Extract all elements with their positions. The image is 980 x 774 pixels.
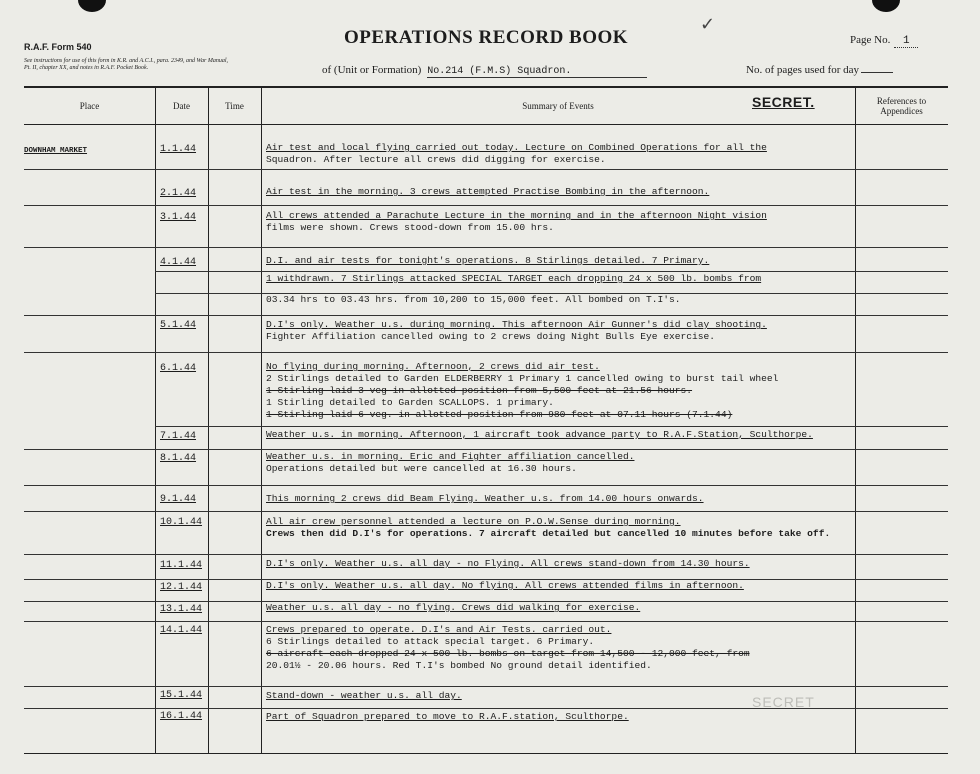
- date-entry: 10.1.44: [160, 517, 203, 528]
- event-line: 1 Stirling laid 6 veg. in allotted position from 980 feet at 07.11 hours (7.1.44): [266, 409, 733, 420]
- page-number: Page No. 1: [850, 34, 918, 48]
- column-header-time: Time: [225, 101, 244, 111]
- date-entry: 15.1.44: [160, 690, 203, 701]
- date-entry: 16.1.44: [160, 711, 203, 722]
- event-line: Crews prepared to operate. D.I's and Air Tests. carried out.: [266, 624, 612, 635]
- event-line: All crews attended a Parachute Lecture in the morning and in the afternoon Night vision: [266, 210, 767, 221]
- event-line: Part of Squadron prepared to move to R.A.F.station, Sculthorpe.: [266, 711, 629, 722]
- place-entry: DOWNHAM MARKET: [24, 147, 88, 155]
- event-line: Stand-down - weather u.s. all day.: [266, 690, 462, 701]
- event-line: This morning 2 crews did Beam Flying. Weather u.s. from 14.00 hours onwards.: [266, 493, 704, 504]
- date-entry: 9.1.44: [160, 494, 197, 505]
- date-entry: 11.1.44: [160, 560, 203, 571]
- date-entry: 12.1.44: [160, 582, 203, 593]
- event-line: Air test in the morning. 3 crews attempted Practise Bombing in the afternoon.: [266, 186, 710, 197]
- event-line: D.I's only. Weather u.s. all day. No flying. All crews attended films in afternoon.: [266, 580, 744, 591]
- event-line: Air test and local flying carried out today. Lecture on Combined Operations for all the: [266, 142, 767, 153]
- faded-secret-stamp: SECRET: [752, 694, 815, 710]
- secret-label: SECRET.: [752, 94, 815, 110]
- event-line: 6 aircraft each dropped 24 x 500 lb. bombs on target from 14,500 - 12,000 feet, from: [266, 648, 750, 659]
- event-line: No flying during morning. Afternoon, 2 crews did air test.: [266, 361, 600, 372]
- date-entry: 1.1.44: [160, 144, 197, 155]
- binder-hole: [872, 0, 900, 12]
- date-entry: 14.1.44: [160, 625, 203, 636]
- event-line: 20.01½ - 20.06 hours. Red T.I's bombed No ground detail identified.: [266, 660, 652, 671]
- event-line: D.I's only. Weather u.s. all day - no Flying. All crews stand-down from 14.30 hours.: [266, 558, 750, 569]
- column-header-summary: Summary of Events: [522, 101, 594, 111]
- date-entry: 2.1.44: [160, 188, 197, 199]
- column-header-date: Date: [173, 101, 190, 111]
- event-line: Squadron. After lecture all crews did digging for exercise.: [266, 154, 606, 165]
- date-entry: 8.1.44: [160, 453, 197, 464]
- date-entry: 4.1.44: [160, 257, 197, 268]
- event-line: 6 Stirlings detailed to attack special target. 6 Primary.: [266, 636, 595, 647]
- date-entry: 6.1.44: [160, 363, 197, 374]
- form-instructions: See instructions for use of this form in K.R. and A.C.I., para. 2349, and War Manual, Pt. II, chapter XX, and notes in R.A.F. Pocket Book.: [24, 58, 229, 71]
- event-line: Weather u.s. all day - no flying. Crews did walking for exercise.: [266, 602, 641, 613]
- event-line: Weather u.s. in morning. Eric and Fighter affiliation cancelled.: [266, 451, 635, 462]
- date-entry: 7.1.44: [160, 431, 197, 442]
- event-line: 03.34 hrs to 03.43 hrs. from 10,200 to 15,000 feet. All bombed on T.I's.: [266, 294, 681, 305]
- form-number: R.A.F. Form 540: [24, 42, 92, 52]
- check-mark-icon: ✓: [700, 14, 716, 35]
- column-header-place: Place: [79, 101, 100, 111]
- event-line: 1 Stirling detailed to Garden SCALLOPS. 1 primary.: [266, 397, 554, 408]
- unit-field: of (Unit or Formation) No.214 (F.M.S) Squadron.: [322, 64, 647, 78]
- event-line: Fighter Affiliation cancelled owing to 2 crews doing Night Bulls Eye exercise.: [266, 331, 716, 342]
- event-line: Operations detailed but were cancelled at 16.30 hours.: [266, 463, 577, 474]
- event-line: D.I's only. Weather u.s. during morning. This afternoon Air Gunner's did clay shooting.: [266, 319, 767, 330]
- column-header-references: References to Appendices: [876, 96, 927, 116]
- page-title: OPERATIONS RECORD BOOK: [344, 27, 629, 48]
- event-line: 1 Stirling laid 3 veg in allotted position from 5,500 feet at 21.56 hours.: [266, 385, 693, 396]
- event-line: films were shown. Crews stood-down from 15.00 hrs.: [266, 222, 554, 233]
- binder-hole: [78, 0, 106, 12]
- event-line: 2 Stirlings detailed to Garden ELDERBERRY 1 Primary 1 cancelled owing to burst tail wheel: [266, 373, 779, 384]
- date-entry: 5.1.44: [160, 320, 197, 331]
- date-entry: 13.1.44: [160, 604, 203, 615]
- event-line: D.I. and air tests for tonight's operations. 8 Stirlings detailed. 7 Primary.: [266, 255, 710, 266]
- event-line: Weather u.s. in morning. Afternoon, 1 aircraft took advance party to R.A.F.Station, Sculthorpe.: [266, 429, 813, 440]
- event-line: Crews then did D.I's for operations. 7 aircraft detailed but cancelled 10 minutes before take off.: [266, 528, 831, 539]
- event-line: All air crew personnel attended a lecture on P.O.W.Sense during morning.: [266, 516, 681, 527]
- event-line: 1 withdrawn. 7 Stirlings attacked SPECIAL TARGET each dropping 24 x 500 lb. bombs from: [266, 273, 762, 284]
- pages-used-field: No. of pages used for day: [746, 64, 893, 76]
- date-entry: 3.1.44: [160, 212, 197, 223]
